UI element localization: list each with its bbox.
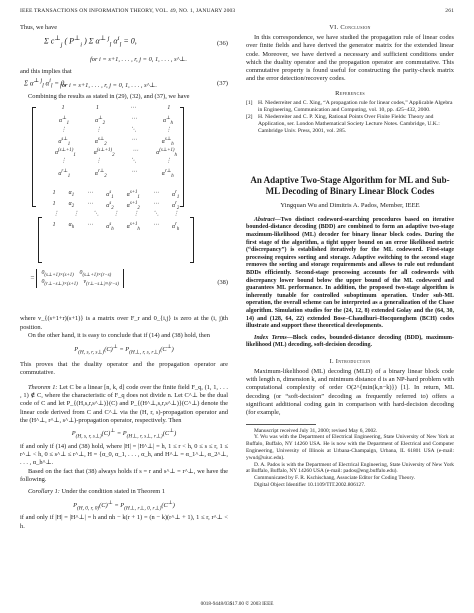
footnote: D. A. Pados is with the Department of Electrical Engineering, State University of New York at Buffalo, Buffalo, NY 14260 USA (e-mail: pados@eng.buffalo.edu). — [246, 461, 454, 475]
references-list — [246, 100, 454, 135]
corollary-1-head: Corollary 1: — [28, 488, 60, 496]
footnote: Manuscript received July 31, 2000; revised May 6, 2002. — [254, 427, 378, 434]
corollary-1-equation: $P_{(H, 0, r, 0)}(C)^\perp = P_{(H\perp, r\perp, 0, r\perp)}(C^\perp)$ — [73, 499, 175, 512]
page-number: 261 — [445, 8, 454, 14]
left-column — [20, 24, 228, 531]
eq36-condition: for i = s+1, . . . , r, j = 0, 1, . . . , s^⊥. — [90, 56, 187, 64]
index-terms-lead: Index Terms— — [254, 334, 293, 341]
right-column — [246, 24, 454, 489]
equation-38-matrix — [20, 105, 228, 315]
corollary-1-text: Under the condition stated in Theorem 1 — [61, 488, 166, 496]
equation-36: Σ $c^\perp_j$ ( $P^\perp_i$ ) Σ $\alpha^{\perp j}_l$ $\alpha^i_l = 0$, (36) — [44, 35, 228, 49]
reference-item: [2] H. Niederreiter and C. P. Xing, Rational Points Over Finite Fields: Theory and Application, ser. London Mathematical Society Lecture Notes. Cambridge, U.K.: Cambridge Univ. Press, 2001, vol. 285. — [246, 113, 440, 134]
section-1-title: I. Introduction — [329, 357, 371, 365]
eq38-number: (38) — [217, 279, 228, 287]
para-combining: Combining the results as stated in (29), (32), and (37), we have — [28, 93, 190, 101]
para-thus: Thus, we have — [20, 24, 58, 31]
para-where: where v_{(s+1+r)(s+1)} is a matrix over F_r and 0_{i,j} is zero at the (i, j)th position. — [20, 315, 228, 331]
conclusion-text: In this correspondence, we have studied the propagation rule of linear codes over finite fields and have derived the generator matrix for the extended linear code. Moreover, we have derived a necessary and sufficient conditions under which the duality operator and the propagation operator are commutative. This commutative property is found useful for constructing the parity-check matrix and the error detection/recovery codes. — [246, 34, 454, 83]
theorem-1 — [20, 384, 228, 425]
equation-37: Σ $\alpha^{\perp j}_l$ $\alpha^i_l = 0$, (37) — [24, 77, 228, 90]
footnote-divider — [246, 424, 316, 425]
paper-authors: Yingquan Wu and Dimitris A. Pados, Member, IEEE — [280, 201, 420, 209]
para-proves: This proves that the duality operator and the propagation operator are commutative. — [20, 361, 228, 377]
para-based: Based on the fact that (38) always holds if s = r and s^⊥ = r^⊥, we have the following. — [20, 467, 228, 484]
corollary-1 — [20, 488, 228, 496]
footnote: Digital Object Identifier 10.1109/TIT.2002.806127. — [254, 482, 366, 489]
copyright-footer: 0018-9448/03$17.00 © 2003 IEEE — [200, 601, 274, 607]
abstract-lead: Abstract— — [254, 216, 281, 223]
references-title: References — [335, 89, 365, 97]
abstract-text: Two distinct codeword-searching procedures based on iterative bounded-distance decoding (BDD) are combined to form an adaptive two-stage maximum-likelihood (ML) decoder for binary linear block codes. During the first stage of the algorithm, a tight upper bound on an error likelihood metric (“discrepancy”) is established iteratively for the ML codeword. First-stage processing requires sorting and storage. Adaptive switching to the second stage removes the sorting and storage requirements and allows to rule out redundant BDDs efficiently. Second-stage processing accounts for all codewords with discrepancy lower bound below the upper bound of the ML codeword and guarantees ML performance. In addition, the proposed two-stage algorithm is inherently tunable for controlled suboptimum operation. Under sub-ML operation, the overall scheme can be interpreted as a generalization of the Chase algorithm. Simulation studies for the (24, 12, 8) extended Golay and the (64, 30, 14) and (128, 64, 22) extended Bose–Chaudhuri–Hocquenghem (BCH) codes illustrate and support these theoretical developments. — [246, 216, 454, 330]
abstract — [246, 217, 454, 331]
para-iff-2: if and only if |H| = |H^⊥| = h and nh − k(r + 1) = (n − k)(r^⊥ + 1), 1 ≤ r, r^⊥ < h. — [20, 514, 228, 530]
equation-dual: $P_{(H, s, r, s\perp)}(C)^\perp = P_{(H\perp, r, s, r\perp)}(C^\perp)$ — [74, 344, 174, 356]
para-iff: if and only if (14) and (38) hold, where |H| = |H^⊥| = h, 1 ≤ r < h, 0 ≤ s ≤ r, 1 ≤ r^⊥ < h, 0 ≤ s^⊥ ≤ r^⊥, H = {α_0, α_1, . . . , α_h, and H^⊥ = α_1^⊥, α_2^⊥, . . . , α_h^⊥. — [20, 442, 228, 467]
theorem-1-head: Theorem 1: — [28, 383, 58, 391]
matrix-top: 1 1 ⋯ 1 $\alpha^\perp_1$ $\alpha^\perp_2$ ⋯ $\alpha^\perp_h$ ⋮ ⋮ ⋱ ⋮ $\alpha^{s\perp}_1$ $\alpha^{s\perp}_2$ ⋯ $\alpha^{s\perp}_h$ $\alpha^{(s\perp+1)}_1$ $\alpha^{(s\perp+1)}_2$ ⋯ $\alpha^{(s\perp+1)}_h$ ⋮ ⋮ ⋱ ⋮ $\alpha^{r\perp}_1$ $\alpha^{r\perp}_2$ ⋯ $\alpha^{r\perp}_h$ 1 $\alpha_1$ ⋯ $\alpha^s_1$ $\alpha^{s+1}_1$ ⋯ $\alpha^r_1$ 1 $\alpha_2$ ⋯ $\alpha^s_2$ $\alpha^{s+1}_2$ ⋯ $\alpha^r_2$ ⋮ ⋮ ⋱ ⋮ ⋮ ⋱ ⋮ 1 $\alpha_h$ ⋯ $\alpha^s_h$ $\alpha^{s+1}_h$ ⋯ $\alpha^r_h$ — [52, 105, 180, 233]
running-header: IEEE TRANSACTIONS ON INFORMATION THEORY, VOL. 49, NO. 1, JANUARY 2003 — [20, 8, 236, 14]
para-other-hand: On the other hand, it is easy to conclude that if (14) and (38) hold, then — [28, 332, 210, 340]
index-terms-text: Block codes, bounded-distance decoding (BDD), maximum-likelihood (ML) decoding, soft-decision decoding. — [246, 334, 454, 349]
eq37-number: (37) — [217, 79, 228, 87]
eq36-number: (36) — [217, 40, 228, 48]
theorem-1-equation: $P_{(H, s, r, s\perp)}(C)^\perp = P_{(H\perp, r, s\perp, r\perp)}(C^\perp)$ — [71, 428, 177, 440]
footnote: Y. Wu was with the Department of Electrical Engineering, State University of New York at Buffalo, Buffalo, NY 14260 USA. He is now with the Department of Electrical and Computer Engineering, University of Illinois at Urbana-Champaign, Urbana, IL 61801 USA (e-mail: ywu4@uiuc.edu). — [246, 434, 454, 461]
footnote: Communicated by F. R. Kschischang, Associate Editor for Coding Theory. — [254, 475, 415, 482]
paper-title: An Adaptive Two-Stage Algorithm for ML and Sub-ML Decoding of Binary Linear Block Codes — [250, 174, 450, 196]
matrix-block-result: = $0_{(s\perp+1)\times(s+1)}$ $0_{(s\perp+1)\times(r-s)}$ $0_{(r\perp-s\perp)\times(s+1)}$ $v_{(r\perp-s\perp)\times(r-s)}$ — [30, 269, 124, 287]
section-6-title: VI. Conclusion — [329, 24, 371, 31]
theorem-1-text: Let C be a linear [n, k, d] code over the finite field F_q, (1, 1, . . . , 1) ∉ C, where the characteristic of F_q does not divide n. Let C^⊥ be the dual code of C and let P_{(H,s,r,s^⊥)}(C) and P_{(H^⊥,s,r,s^⊥)}(C^⊥) denote the linear code derived from C and C^⊥ via the (H, r, s)-propagation operator and the (H^⊥, r^⊥, s^⊥)-propagation operator, respectively. Then — [20, 383, 228, 424]
index-terms — [246, 335, 454, 350]
reference-item: [1] H. Niederreiter and C. Xing, “A propagation rule for linear codes,” Applicable Algebra in Engineering, Communication and Computing, vol. 10, pp. 425–432, 2000. — [246, 99, 453, 113]
introduction-text: Maximum-likelihood (ML) decoding (MLD) of a binary linear block code with length n, dimension k, and minimum distance d is an NP-hard problem with computational complexity of order O(2^{min(k,n−k)}) [1]. In return, ML decoding (or “soft-decision” decoding as frequently referred to) offers a significant additional coding gain in comparison with hard-decision decoding (for example, — [246, 367, 454, 417]
para-implies: and this implies that — [20, 67, 72, 75]
eq37-condition: for i = s+1, . . . , r, j = 0, 1, . . . , s^⊥. — [60, 81, 157, 89]
